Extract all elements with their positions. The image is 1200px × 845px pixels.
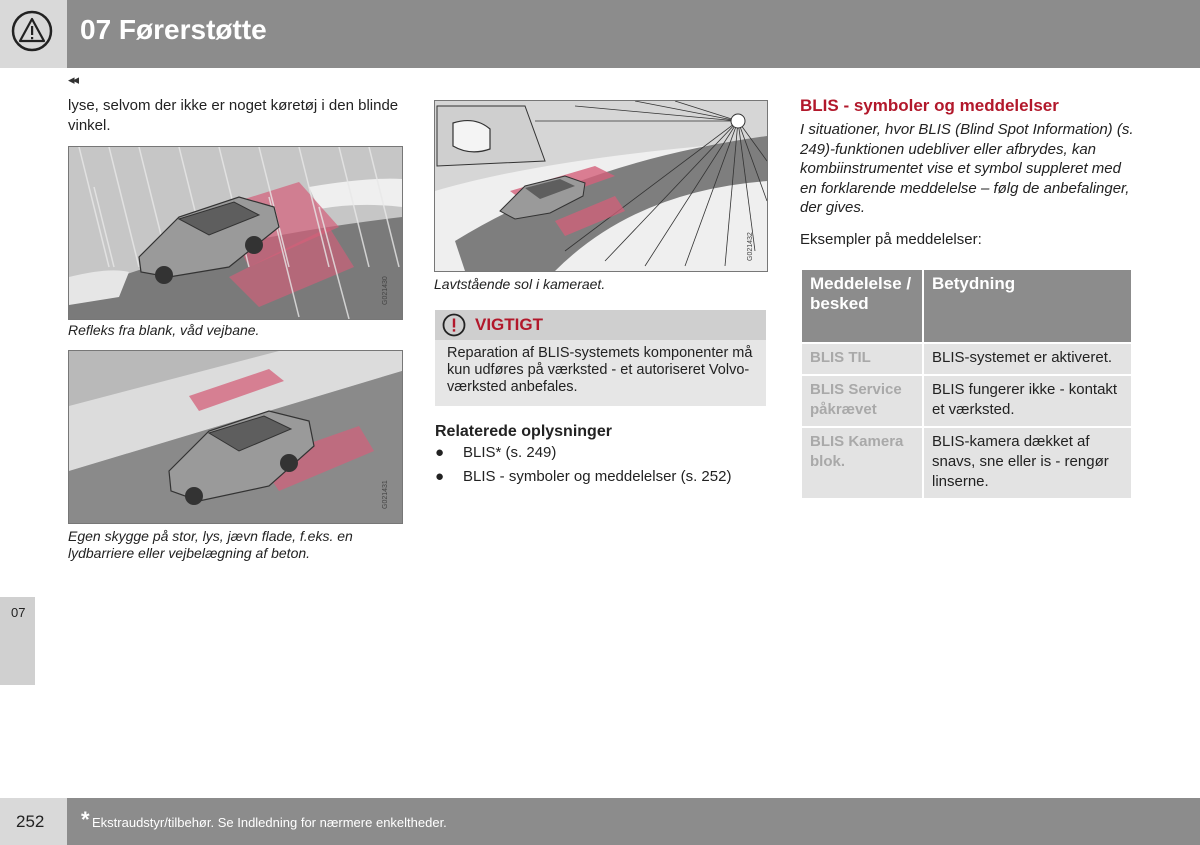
message-symbol: BLIS TIL — [802, 344, 922, 374]
related-list — [435, 443, 765, 491]
figure-caption: Refleks fra blank, våd vejbane. — [68, 322, 260, 338]
side-tab-label: 07 — [11, 605, 26, 620]
figure-low-sun — [434, 100, 768, 272]
related-link-blis[interactable]: ● BLIS* (s. 249) — [435, 444, 557, 461]
related-link-blis-symbols[interactable]: ● BLIS - symboler og meddelelser (s. 252) — [435, 468, 732, 485]
table-row — [802, 376, 1131, 426]
message-meaning: BLIS-kamera dækket af snavs, sne eller is - rengør linserne. — [924, 428, 1131, 498]
footnote-text: Ekstraudstyr/tilbehør. Se Indledning for nærmere enkeltheder. — [92, 815, 447, 830]
chapter-title: 07 Førerstøtte — [80, 14, 267, 45]
figure-code: G021432 — [747, 232, 754, 261]
message-meaning: BLIS-systemet er aktiveret. — [924, 344, 1131, 374]
important-text: Reparation af BLIS-systemets komponenter må kun udføres på værksted - et autoriseret Volvo-værksted anbefales. — [447, 345, 753, 395]
table-header-row — [802, 270, 1131, 342]
footer-note-bar — [67, 798, 1200, 845]
header-icon-box — [0, 0, 67, 68]
exclamation-icon — [442, 313, 466, 337]
important-header — [435, 310, 766, 340]
messages-table — [800, 268, 1133, 500]
page-header — [0, 0, 1200, 68]
important-title: VIGTIGT — [475, 315, 543, 334]
related-title: Relaterede oplysninger — [435, 423, 612, 440]
figure-code: G021431 — [382, 480, 389, 509]
table-row — [802, 428, 1131, 498]
column-header-meaning: Betydning — [924, 270, 1131, 342]
column-header-message: Meddelelse / besked — [802, 270, 922, 342]
message-meaning: BLIS fungerer ikke - kontakt et værksted. — [924, 376, 1131, 426]
figure-wet-road-reflection — [68, 146, 403, 320]
figure-caption: Lavtstående sol i kameraet. — [434, 276, 606, 292]
figure-caption: Egen skygge på stor, lys, jævn flade, f.eks. en lydbarriere eller vejbelægning af beton. — [68, 528, 353, 561]
page-number: 252 — [16, 812, 45, 831]
bullet-icon: ● — [435, 444, 445, 461]
examples-label: Eksempler på meddelelser: — [800, 231, 982, 248]
footnote-star: * — [81, 807, 90, 832]
section-intro: I situationer, hvor BLIS (Blind Spot Information) (s. 249)-funktionen udebliver eller afbrydes, kan kombiinstrumentet vise et symbol suppleret med en forklarende meddelelse – følg de anbefalinger, der gives. — [800, 121, 1134, 216]
warning-triangle-icon — [11, 10, 53, 52]
chapter-side-tab[interactable] — [0, 597, 35, 685]
figure-own-shadow — [68, 350, 403, 524]
figure-code: G021430 — [382, 276, 389, 305]
intro-text: lyse, selvom der ikke er noget køretøj i den blinde vinkel. — [68, 97, 399, 134]
message-symbol: BLIS Kamera blok. — [802, 428, 922, 498]
important-box — [435, 310, 766, 406]
bullet-icon: ● — [435, 468, 445, 485]
footer-page-box — [0, 798, 67, 845]
table-row — [802, 344, 1131, 374]
section-title: BLIS - symboler og meddelelser — [800, 96, 1059, 115]
page-footer — [0, 798, 1200, 845]
message-symbol: BLIS Service påkrævet — [802, 376, 922, 426]
back-arrows-icon[interactable]: ◂◂ — [68, 72, 78, 87]
